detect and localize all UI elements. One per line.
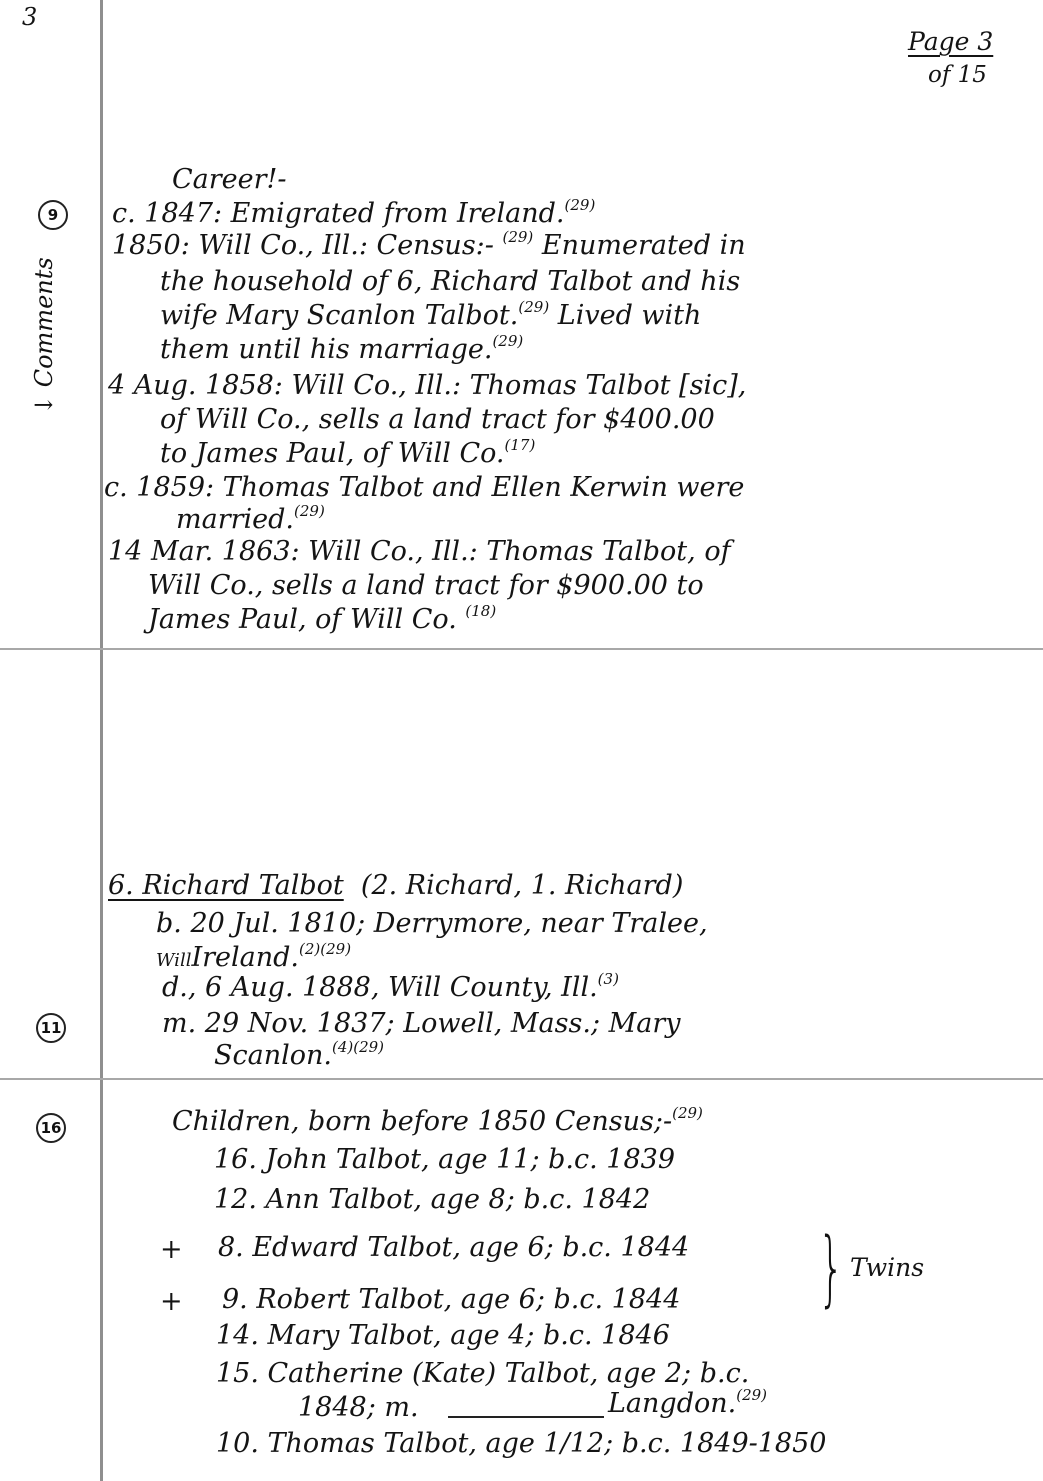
- page-total: of 15: [928, 62, 987, 88]
- marriage-line: m. 29 Nov. 1837; Lowell, Mass.; Mary: [162, 1008, 681, 1039]
- spouse-line: Scanlon.$^{(4)(29)}$: [214, 1038, 385, 1071]
- career-line: Will Co., sells a land tract for $900.00 to: [148, 570, 704, 601]
- child-entry: 12. Ann Talbot, age 8; b.c. 1842: [214, 1184, 651, 1215]
- margin-rule: [100, 0, 103, 1481]
- career-line: wife Mary Scanlon Talbot.$^{(29)}$ Lived with: [160, 298, 702, 331]
- child-entry-cont: Langdon.$^{(29)}$: [608, 1386, 768, 1419]
- career-line: James Paul, of Will Co. $^{(18)}$: [148, 602, 497, 635]
- child-entry: 10. Thomas Talbot, age 1/12; b.c. 1849-1850: [216, 1428, 827, 1459]
- career-line: c. 1859: Thomas Talbot and Ellen Kerwin were: [104, 472, 745, 503]
- comments-label: ↓ Comments: [30, 257, 58, 415]
- marker-circle: 11: [36, 1013, 66, 1043]
- career-line: the household of 6, Richard Talbot and his: [160, 266, 741, 297]
- corner-number: 3: [22, 3, 38, 31]
- page-number: Page 3: [908, 27, 994, 56]
- section-divider: [0, 648, 1043, 650]
- children-heading: Children, born before 1850 Census;-$^{(29)}$: [172, 1104, 703, 1137]
- death-line: d., 6 Aug. 1888, Will County, Ill.$^{(3)}$: [162, 970, 619, 1003]
- twins-brace: }: [818, 1221, 845, 1316]
- twins-note: Twins: [850, 1253, 925, 1282]
- plus-mark: +: [160, 1234, 183, 1265]
- birth-line: b. 20 Jul. 1810; Derrymore, near Tralee,: [156, 908, 708, 939]
- career-line: 4 Aug. 1858: Will Co., Ill.: Thomas Talbot [sic],: [108, 370, 747, 401]
- child-entry: 14. Mary Talbot, age 4; b.c. 1846: [216, 1320, 670, 1351]
- child-entry-cont: 1848; m.: [298, 1392, 419, 1423]
- career-line: to James Paul, of Will Co.$^{(17)}$: [160, 436, 536, 469]
- marker-circle: 9: [38, 200, 68, 230]
- birth-place-line: WillIreland.$^{(2)(29)}$: [156, 940, 352, 973]
- marker-circle: 16: [36, 1113, 66, 1143]
- blank-line: [448, 1416, 604, 1418]
- child-entry: 9. Robert Talbot, age 6; b.c. 1844: [222, 1284, 681, 1315]
- career-line: of Will Co., sells a land tract for $400.00: [160, 404, 715, 435]
- child-entry: 15. Catherine (Kate) Talbot, age 2; b.c.: [216, 1358, 750, 1389]
- career-line: married.$^{(29)}$: [176, 502, 325, 535]
- career-line: 14 Mar. 1863: Will Co., Ill.: Thomas Talbot, of: [108, 536, 731, 567]
- career-heading: Career!-: [172, 164, 287, 195]
- child-entry: 16. John Talbot, age 11; b.c. 1839: [214, 1144, 676, 1175]
- career-line: 1850: Will Co., Ill.: Census:- $^{(29)}$ Enumerated in: [112, 228, 746, 261]
- person-heading: 6. Richard Talbot (2. Richard, 1. Richard): [108, 870, 684, 901]
- career-line: c. 1847: Emigrated from Ireland.$^{(29)}$: [112, 196, 596, 229]
- plus-mark: +: [160, 1286, 183, 1317]
- career-line: them until his marriage.$^{(29)}$: [160, 332, 524, 365]
- child-entry: 8. Edward Talbot, age 6; b.c. 1844: [218, 1232, 690, 1263]
- section-divider: [0, 1078, 1043, 1080]
